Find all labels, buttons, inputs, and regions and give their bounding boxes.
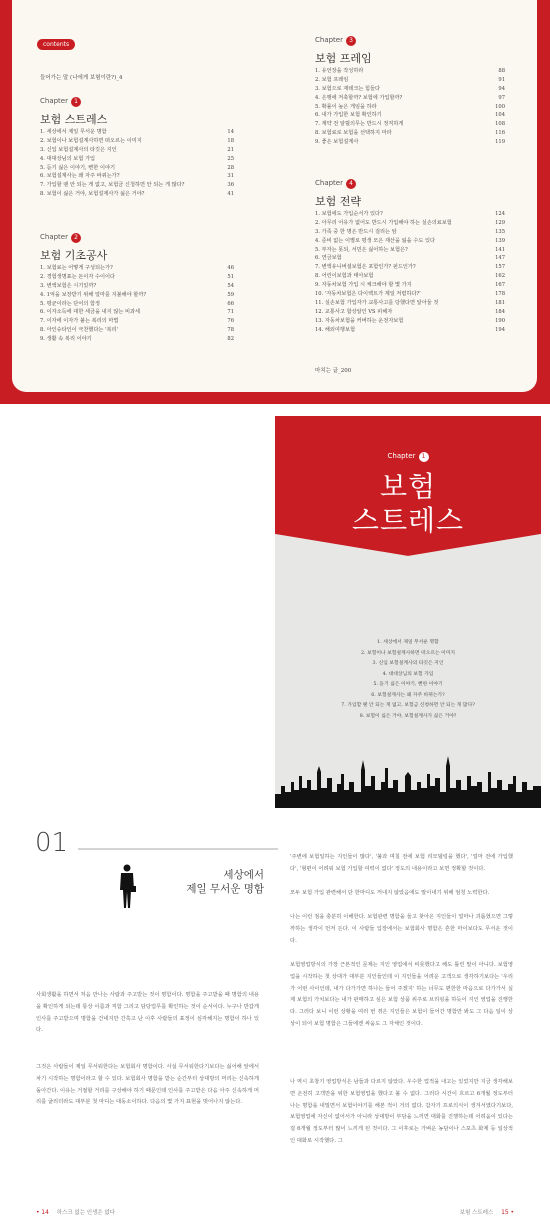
toc-entry [40,308,234,317]
toc-entry-title: 9. 좋은 보험설계사 [315,139,359,146]
toc-entry-title: 7. 이자에 이자가 붙는 복리의 마법 [40,318,119,325]
chapter-3-title: 보험 프레임 [315,52,372,65]
toc-entry-title: 1. 보험료는 어떻게 구성되는가? [40,265,113,271]
contents-page [12,0,537,392]
toc-entry-title: 8. 아인슈타인이 극찬했다는 '복리' [40,327,118,334]
toc-entry-title: 2. 아무리 어유가 없어도 반드시 가입해야 하는 실손의료보험 [315,219,452,226]
section-rule [78,847,278,851]
left-running-head: 하스크 없는 인생은 없다 [56,1210,116,1216]
toc-entry [315,281,505,290]
right-paragraph-2: 모두 보험 가입 관련해서 단 한마디도 꺼내지 않았음에도 말이내기 위해 엄청 노력한다. [290,890,490,896]
toc-entry [315,138,505,147]
toc-entry [40,164,234,173]
toc-entry-page: 36 [227,182,234,189]
toc-entry-page: 129 [495,219,505,226]
toc-entry-title: 8. 보험이 싫은 거야, 보험설계사가 싫은 거야? [40,191,145,198]
opener-section-item: 8. 보험이 싫은 거야, 보험설계사가 싫은 거야? [359,713,457,719]
city-skyline-illustration [275,746,541,808]
toc-entry-title: 3. 가족 중 한 명은 반드시 걸리는 암 [315,228,397,235]
opener-section-item: 3. 신입 보험설계사의 타깃은 지인 [372,661,444,666]
right-paragraph-5: 나 역시 초창기 영업방식은 남들과 다르지 않았다. 우수한 업적을 내고는 있었지만 지금 생각해보면 온전히 고객만을 위한 보험영업을 했다고 볼 수 없다. 그러다 시간이 흐르고 6개월 정도부터 나는 명함을 내밀면서 보험이야기를 해본 적이 거의 없다. 갑자기 프로의식이 생겨서였다기보다, 보험영업에 자신이 없어서가 아니라 상대방이 부담을 느끼면 대화를 진행하는데 어려움이 있다는 걸 6개월 정도부터 많이 느끼게 된 것이다. 그 이후로는 가벼운 농담이나 스포츠 화제 등 일상적인 대화로 시작했다. 그 [290,1079,513,1144]
toc-entry-title: 3. 보험으로 재테크는 힘들다 [315,85,381,92]
toc-entry-title: 7. 변액유니버셜보험은 포함인가? 펀드인가? [315,264,416,271]
toc-entry-page: 116 [495,130,505,137]
toc-entry [315,67,505,76]
toc-entry [40,291,234,300]
toc-entry-title: 6. 이자소득에 대한 세금을 내지 않는 비과세 [40,309,141,316]
chapter-opener-page [275,416,541,808]
opener-section-item: 4. 대대상님의 보험 가입 [382,671,434,677]
toc-entry-page: 25 [227,155,234,162]
toc-entry-page: 54 [227,282,234,289]
chapter-4-label: Chapter 4 [315,179,356,189]
toc-entry-title: 6. 연금보험 [315,255,342,262]
contents-label: contents [37,39,75,50]
toc-entry-page: 59 [227,291,234,298]
toc-entry-title: 10. '자동차보험은 다이렉트가 제일 저렴하다?' [315,291,421,298]
toc-entry-title: 4. 준비 없는 이별로 평생 모은 재산을 잃을 수도 있다 [315,237,436,244]
toc-entry-title: 5. 부자는 못되, 서민은 싫어하는 보험은? [315,246,408,253]
opener-section-item: 7. 가입할 땐 안 되는 게 없고, 보험금 신청하면 안 되는 게 많다? [341,703,475,708]
toc-entry-title: 11. 실손보험 가입자가 교통사고를 당했다면 알아둘 것 [315,299,439,306]
toc-entry [315,299,505,308]
opener-section-item: 5. 듣기 싫은 이야기, 뻔한 이야기 [373,682,443,687]
toc-entry-title: 3. 신입 보험설계사의 타깃은 지인 [40,146,117,153]
opener-section-list [275,638,541,722]
right-folio-bullet: • [510,1209,514,1216]
toc-entry-page: 78 [227,327,234,334]
toc-entry [40,137,234,146]
toc-entry-title: 4. 대대상님의 보험 가입 [40,155,95,162]
toc-entry-page: 28 [227,164,234,171]
toc-entry [40,172,234,181]
opener-section-item: 2. 보험이나 보험설계사하면 떠오르는 이미지 [360,650,456,656]
toc-entry-title: 3. 변액보험은 시기있까? [40,282,97,289]
right-paragraph-4: 보험영업방식의 가장 근본적인 문제는 지인 영업에서 비롯했다고 해도 틀린 말이 아니다. 보험영업을 시작하는 첫 상대가 대부분 지인들인데 이 지인들을 어려운 고객으로 생각하기보다는 '우리가 어떤 사이인데, 내가 다가가면 하나는 들어 주겠지' 하는 너무도 편한한 마음으로 다가가서 실제 보험의 가치보다는 내가 판매하고 싶은 보험 상품 위주로 브리핑을 하듯이 지인 영업을 진행한다. 그러다 보니 이런 상황을 여러 번 겪은 지인들은 보험이 들어간 명함만 봐도 그 다음 일이 상상이 되어 보험 명함은 그들에겐 싸움도 그 자체인 것이다. [290,962,513,1027]
contents-spread [0,0,550,404]
toc-entry-page: 31 [227,173,234,180]
toc-entry-page: 178 [495,291,505,298]
toc-entry-page: 184 [495,308,505,315]
toc-entry [40,181,234,190]
right-paragraph-1: '주변에 보험일하는 지인들이 많다', '불과 며칠 전에 보험 리모델링을 했다', '얼마 전에 가입했다', '형편이 어려워 보험 가입할 여력이 없다' 정도의 내용이라고 보면 정확할 것이다. [290,854,513,872]
toc-entry [315,94,505,103]
chapter-4-title: 보험 전략 [315,195,362,208]
toc-entry-page: 119 [495,139,505,146]
toc-entry-title: 6. 보험설계사는 왜 자주 바뀌는가? [40,173,120,180]
intro-entry: 들어가는 말 (나에게 보험이란?)_4 [40,75,123,81]
toc-entry [315,219,505,228]
toc-entry-title: 5. 듣기 싫은 이야기, 뻔한 이야기 [40,164,115,171]
toc-entry-title: 6. 내가 가입한 보험 확인하기 [315,112,382,119]
toc-entry-title: 12. 교통사고 합상알인 VS 피해자 [315,308,393,315]
chapter-1-label: Chapter 1 [40,97,81,107]
right-paragraph-3: 나는 이런 점을 충분히 이해한다. 보험관련 명함을 들고 찾아온 지인들이 얼마나 괴롭혔으면 그렇까하는 생각이 먼저 든다. 이 사람들 입장에서는 보험회사 명함은 흔한 마이보다도 무서운 것이다. [290,914,513,944]
toc-entry-page: 139 [495,237,505,244]
toc-entry-title: 4. 은행에 저축할까? 보험에 가입할까? [315,94,403,101]
toc-entry [40,155,234,164]
toc-entry [315,103,505,112]
toc-entry [315,237,505,246]
outro-entry: 마치는 글_200 [315,368,352,374]
toc-entry-title: 1. 보험에도 가입순서가 있다? [315,211,383,217]
chapter-2-label: Chapter 2 [40,233,81,243]
toc-entry-page: 135 [495,228,505,235]
left-folio-bullet: • [36,1209,40,1216]
left-folio [36,1208,115,1216]
toc-entry-page: 108 [495,121,505,128]
toc-entry [315,120,505,129]
toc-entry-page: 147 [495,255,505,262]
toc-entry [315,326,505,335]
toc-entry-title: 7. 계약 전 알릴의무는 반드시 정직하게 [315,121,404,128]
toc-entry-title: 14. 해외여행보험 [315,326,355,333]
toc-entry-title: 5. 확률이 높은 게임을 하라 [315,103,377,110]
toc-entry [315,228,505,237]
chapter-opener-spread [0,404,550,820]
opener-section-item: 1. 세상에서 제일 무서운 명함 [377,640,439,645]
toc-entry [315,246,505,255]
toc-entry [40,273,234,282]
toc-entry [315,263,505,272]
toc-entry-page: 51 [227,273,234,280]
toc-entry-title: 4. 1억을 보장받기 위해 얼마를 지불해야 할까? [40,291,147,298]
toc-entry-page: 76 [227,318,234,325]
toc-entry-page: 100 [495,103,505,110]
chapter-3-toc [315,67,505,147]
toc-entry [315,308,505,317]
toc-entry-title: 8. 보험료로 보험을 선택하지 마라 [315,130,392,137]
right-running-head: 보험 스트레스 [459,1210,494,1216]
left-paragraph-2: 그것은 사람들이 제일 무서워한다는 보험회사 명함이다. 사실 무서워한다기보다는 싫어해 앞에서 차기 시작하는 명함이라고 할 수 있다. 보험회사 명함을 받는 순간부터 상대방의 머리는 신속하게 돌아간다. 이유는 거절할 거리를 구상해야 하기 때문인데 인사를 주고받은 다음 아주 신속하게 머리를 굴리더라도 대부분 첫 마디는 대동소이하다. 다음의 몇 가지 표현을 벗어나지 않는다. [36,1064,259,1106]
toc-entry-title: 9. 자동차보험 가입 시 체크해야 할 몇 가지 [315,282,412,289]
toc-entry [40,190,234,199]
toc-entry-page: 41 [227,191,234,198]
toc-entry [40,264,234,273]
toc-entry-page: 14 [227,129,234,135]
chapter-2-toc [40,264,234,344]
toc-entry-page: 88 [498,68,505,74]
toc-entry-page: 91 [498,76,505,83]
chapter-1-toc [40,128,234,199]
left-paragraph-1: 사회생활을 하면서 처음 만나는 사람과 주고받는 것이 명함이다. 명함을 주고받을 때 명함의 내용을 확인하게 되는데 통상 이름과 직함 그리고 담당업무를 확인하는 것이 순서이다. 누구나 반갑게 인사를 주고받으며 명함을 건네지만 간혹고 난 이후 사람들의 표정이 심각해지는 명함이 하나 있다. [36,992,259,1034]
body-spread [0,820,550,1221]
toc-entry [40,300,234,309]
opener-section-item: 6. 보험설계사는 왜 자주 바뀌는가? [371,692,445,698]
toc-entry-page: 194 [495,326,505,333]
toc-entry-page: 167 [495,282,505,289]
toc-entry-page: 157 [495,264,505,271]
toc-entry-page: 124 [495,211,505,217]
toc-entry [315,85,505,94]
toc-entry [40,317,234,326]
chapter-3-label: Chapter 3 [315,36,356,46]
toc-entry-title: 2. 경험생명표는 돈이자 수이이다 [40,273,116,280]
toc-entry-page: 190 [495,317,505,324]
toc-entry [315,76,505,85]
toc-entry-title: 1. 세상에서 제일 무서운 명함 [40,129,107,135]
toc-entry [315,210,505,219]
left-page-number: 14 [41,1209,49,1216]
toc-entry-title: 8. 어린이보험과 태아보험 [315,273,374,280]
toc-entry-page: 141 [495,246,505,253]
chapter-1-title: 보험 스트레스 [40,113,108,126]
right-page-number: 15 [501,1209,509,1216]
toc-entry-title: 7. 가입할 땐 안 되는 게 없고, 보험금 신청하면 안 되는 게 많다? [40,182,185,189]
toc-entry [315,290,505,299]
toc-entry-page: 66 [227,300,234,307]
toc-entry-title: 1. 유언장을 작성하라 [315,68,364,74]
section-title-line2: 제일 무서운 명함 [186,883,264,895]
toc-entry-page: 21 [227,146,234,153]
toc-entry-page: 94 [498,85,505,92]
chapter-4-toc [315,210,505,334]
toc-entry [315,317,505,326]
right-folio [460,1208,514,1216]
toc-entry [315,111,505,120]
toc-entry-title: 2. 보험이나 보험설계사하면 떠오르는 이미지 [40,137,142,144]
toc-entry [315,129,505,138]
toc-entry-page: 18 [227,137,234,144]
toc-entry [315,254,505,263]
toc-entry-page: 181 [495,299,505,306]
toc-entry [40,326,234,335]
chapter-2-title: 보험 기초공사 [40,249,108,262]
opener-chapter-label: Chapter 1 [275,452,541,462]
toc-entry-title: 2. 보험 프레임 [315,76,349,83]
section-title-line1: 세상에서 [223,869,264,881]
toc-entry-page: 162 [495,273,505,280]
toc-entry [315,272,505,281]
toc-entry [40,146,234,155]
toc-entry-page: 97 [498,94,505,101]
toc-entry [40,282,234,291]
section-number: 01 [35,828,69,858]
toc-entry-page: 46 [227,265,234,271]
toc-entry [40,335,234,344]
opener-title-line1: 보험 [379,470,437,503]
toc-entry-title: 13. 자동차보험을 커버하는 운전자보험 [315,317,404,324]
toc-entry-page: 71 [227,309,234,316]
businessman-silhouette-icon [118,864,136,908]
toc-entry [40,128,234,137]
toc-entry-title: 9. 생활 속 복리 이야기 [40,336,92,343]
toc-entry-page: 104 [495,112,505,119]
opener-title-line2: 스트레스 [351,504,465,537]
toc-entry-page: 82 [227,336,234,343]
toc-entry-title: 5. 평균이라는 단어의 함정 [40,300,101,307]
